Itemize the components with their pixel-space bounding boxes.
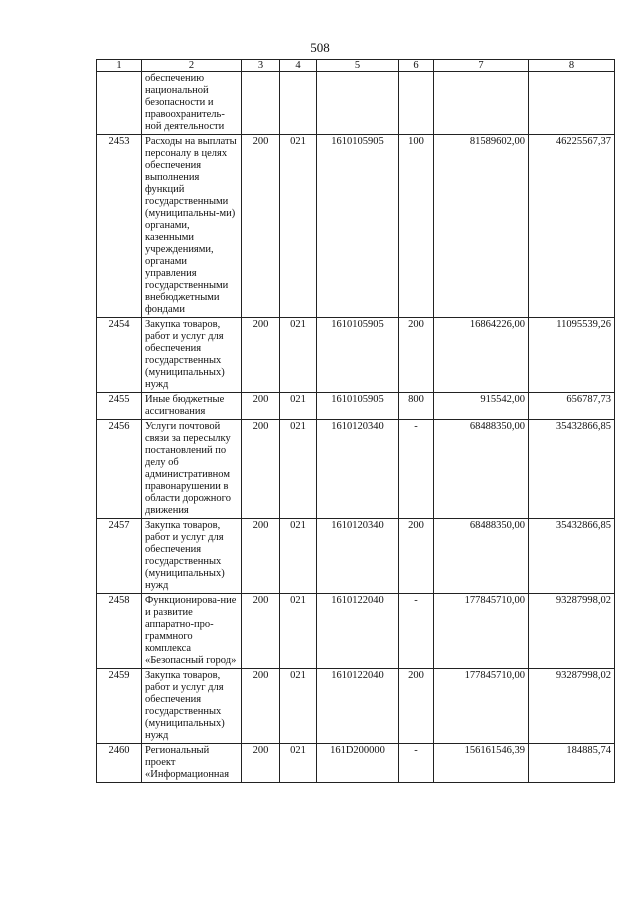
table-cell-c7: 81589602,00 bbox=[434, 135, 529, 318]
table-row bbox=[97, 519, 615, 594]
table-cell-c6 bbox=[399, 72, 434, 135]
column-header: 3 bbox=[242, 60, 280, 72]
table-cell-c2: Функционирова-ние и развитие аппаратно-про-граммного комплекса «Безопасный город» bbox=[142, 594, 242, 669]
table-cell-c8 bbox=[529, 72, 615, 135]
column-header: 1 bbox=[97, 60, 142, 72]
table-cell-c6: 800 bbox=[399, 393, 434, 420]
table-cell-c2: Закупка товаров, работ и услуг для обеспечения государственных (муниципальных) нужд bbox=[142, 669, 242, 744]
table-cell-c6: - bbox=[399, 744, 434, 783]
table-cell-c5: 1610105905 bbox=[317, 318, 399, 393]
table-cell-c3: 200 bbox=[242, 519, 280, 594]
budget-table bbox=[96, 59, 615, 783]
table-cell-c4: 021 bbox=[280, 594, 317, 669]
table-cell-c2: Закупка товаров, работ и услуг для обеспечения государственных (муниципальных) нужд bbox=[142, 318, 242, 393]
table-cell-c5: 1610120340 bbox=[317, 420, 399, 519]
table-cell-c4: 021 bbox=[280, 669, 317, 744]
table-cell-c8: 656787,73 bbox=[529, 393, 615, 420]
table-cell-c1: 2458 bbox=[97, 594, 142, 669]
column-header: 2 bbox=[142, 60, 242, 72]
table-cell-c7: 177845710,00 bbox=[434, 669, 529, 744]
table-row bbox=[97, 393, 615, 420]
table-cell-c4: 021 bbox=[280, 519, 317, 594]
table-cell-c2: Услуги почтовой связи за пересылку постановлений по делу об административном правонарушении в области дорожного движения bbox=[142, 420, 242, 519]
table-cell-c1 bbox=[97, 72, 142, 135]
table-row bbox=[97, 318, 615, 393]
table-cell-c1: 2459 bbox=[97, 669, 142, 744]
table-cell-c2: Закупка товаров, работ и услуг для обеспечения государственных (муниципальных) нужд bbox=[142, 519, 242, 594]
table-cell-c8: 46225567,37 bbox=[529, 135, 615, 318]
table-cell-c8: 93287998,02 bbox=[529, 669, 615, 744]
table-cell-c7: 915542,00 bbox=[434, 393, 529, 420]
table-cell-c3: 200 bbox=[242, 420, 280, 519]
table-cell-c5: 1610122040 bbox=[317, 594, 399, 669]
table-cell-c8: 184885,74 bbox=[529, 744, 615, 783]
table-cell-c7: 156161546,39 bbox=[434, 744, 529, 783]
table-cell-c6: 200 bbox=[399, 519, 434, 594]
column-header: 7 bbox=[434, 60, 529, 72]
table-cell-c7 bbox=[434, 72, 529, 135]
table-header-row bbox=[97, 60, 615, 72]
table-cell-c2: Региональный проект «Информационная bbox=[142, 744, 242, 783]
table-cell-c1: 2454 bbox=[97, 318, 142, 393]
table-cell-c3: 200 bbox=[242, 135, 280, 318]
table-row bbox=[97, 744, 615, 783]
column-header: 8 bbox=[529, 60, 615, 72]
table-cell-c4 bbox=[280, 72, 317, 135]
table-row bbox=[97, 594, 615, 669]
table-cell-c5: 1610105905 bbox=[317, 393, 399, 420]
table-cell-c7: 16864226,00 bbox=[434, 318, 529, 393]
table-cell-c6: - bbox=[399, 594, 434, 669]
table-cell-c4: 021 bbox=[280, 393, 317, 420]
table-cell-c1: 2460 bbox=[97, 744, 142, 783]
table-cell-c7: 68488350,00 bbox=[434, 519, 529, 594]
table-cell-c8: 11095539,26 bbox=[529, 318, 615, 393]
table-cell-c2: обеспечению национальной безопасности и правоохранитель-ной деятельности bbox=[142, 72, 242, 135]
table-row bbox=[97, 72, 615, 135]
table-cell-c7: 177845710,00 bbox=[434, 594, 529, 669]
table-cell-c4: 021 bbox=[280, 744, 317, 783]
page-number: 508 bbox=[310, 40, 330, 55]
table-cell-c8: 35432866,85 bbox=[529, 420, 615, 519]
table-cell-c8: 93287998,02 bbox=[529, 594, 615, 669]
table-cell-c2: Расходы на выплаты персоналу в целях обеспечения выполнения функций государственными (муниципальны-ми) органами, казенными учреждениями, органами управления государственными внебюджетными фондами bbox=[142, 135, 242, 318]
table-cell-c5 bbox=[317, 72, 399, 135]
table-cell-c1: 2453 bbox=[97, 135, 142, 318]
table-cell-c6: 200 bbox=[399, 318, 434, 393]
table-cell-c8: 35432866,85 bbox=[529, 519, 615, 594]
table-row bbox=[97, 420, 615, 519]
table-cell-c7: 68488350,00 bbox=[434, 420, 529, 519]
table-cell-c4: 021 bbox=[280, 135, 317, 318]
table-cell-c1: 2457 bbox=[97, 519, 142, 594]
table-cell-c4: 021 bbox=[280, 318, 317, 393]
table-cell-c5: 161D200000 bbox=[317, 744, 399, 783]
table-cell-c3: 200 bbox=[242, 318, 280, 393]
column-header: 5 bbox=[317, 60, 399, 72]
table-cell-c4: 021 bbox=[280, 420, 317, 519]
table-row bbox=[97, 669, 615, 744]
table-cell-c6: - bbox=[399, 420, 434, 519]
table-cell-c3: 200 bbox=[242, 669, 280, 744]
table-cell-c5: 1610105905 bbox=[317, 135, 399, 318]
table-cell-c2: Иные бюджетные ассигнования bbox=[142, 393, 242, 420]
table-cell-c3: 200 bbox=[242, 393, 280, 420]
table-cell-c1: 2456 bbox=[97, 420, 142, 519]
table-cell-c3 bbox=[242, 72, 280, 135]
table-cell-c3: 200 bbox=[242, 744, 280, 783]
column-header: 4 bbox=[280, 60, 317, 72]
table-cell-c6: 100 bbox=[399, 135, 434, 318]
column-header: 6 bbox=[399, 60, 434, 72]
table-cell-c1: 2455 bbox=[97, 393, 142, 420]
table-cell-c5: 1610122040 bbox=[317, 669, 399, 744]
table-cell-c3: 200 bbox=[242, 594, 280, 669]
table-cell-c5: 1610120340 bbox=[317, 519, 399, 594]
table-row bbox=[97, 135, 615, 318]
table-cell-c6: 200 bbox=[399, 669, 434, 744]
